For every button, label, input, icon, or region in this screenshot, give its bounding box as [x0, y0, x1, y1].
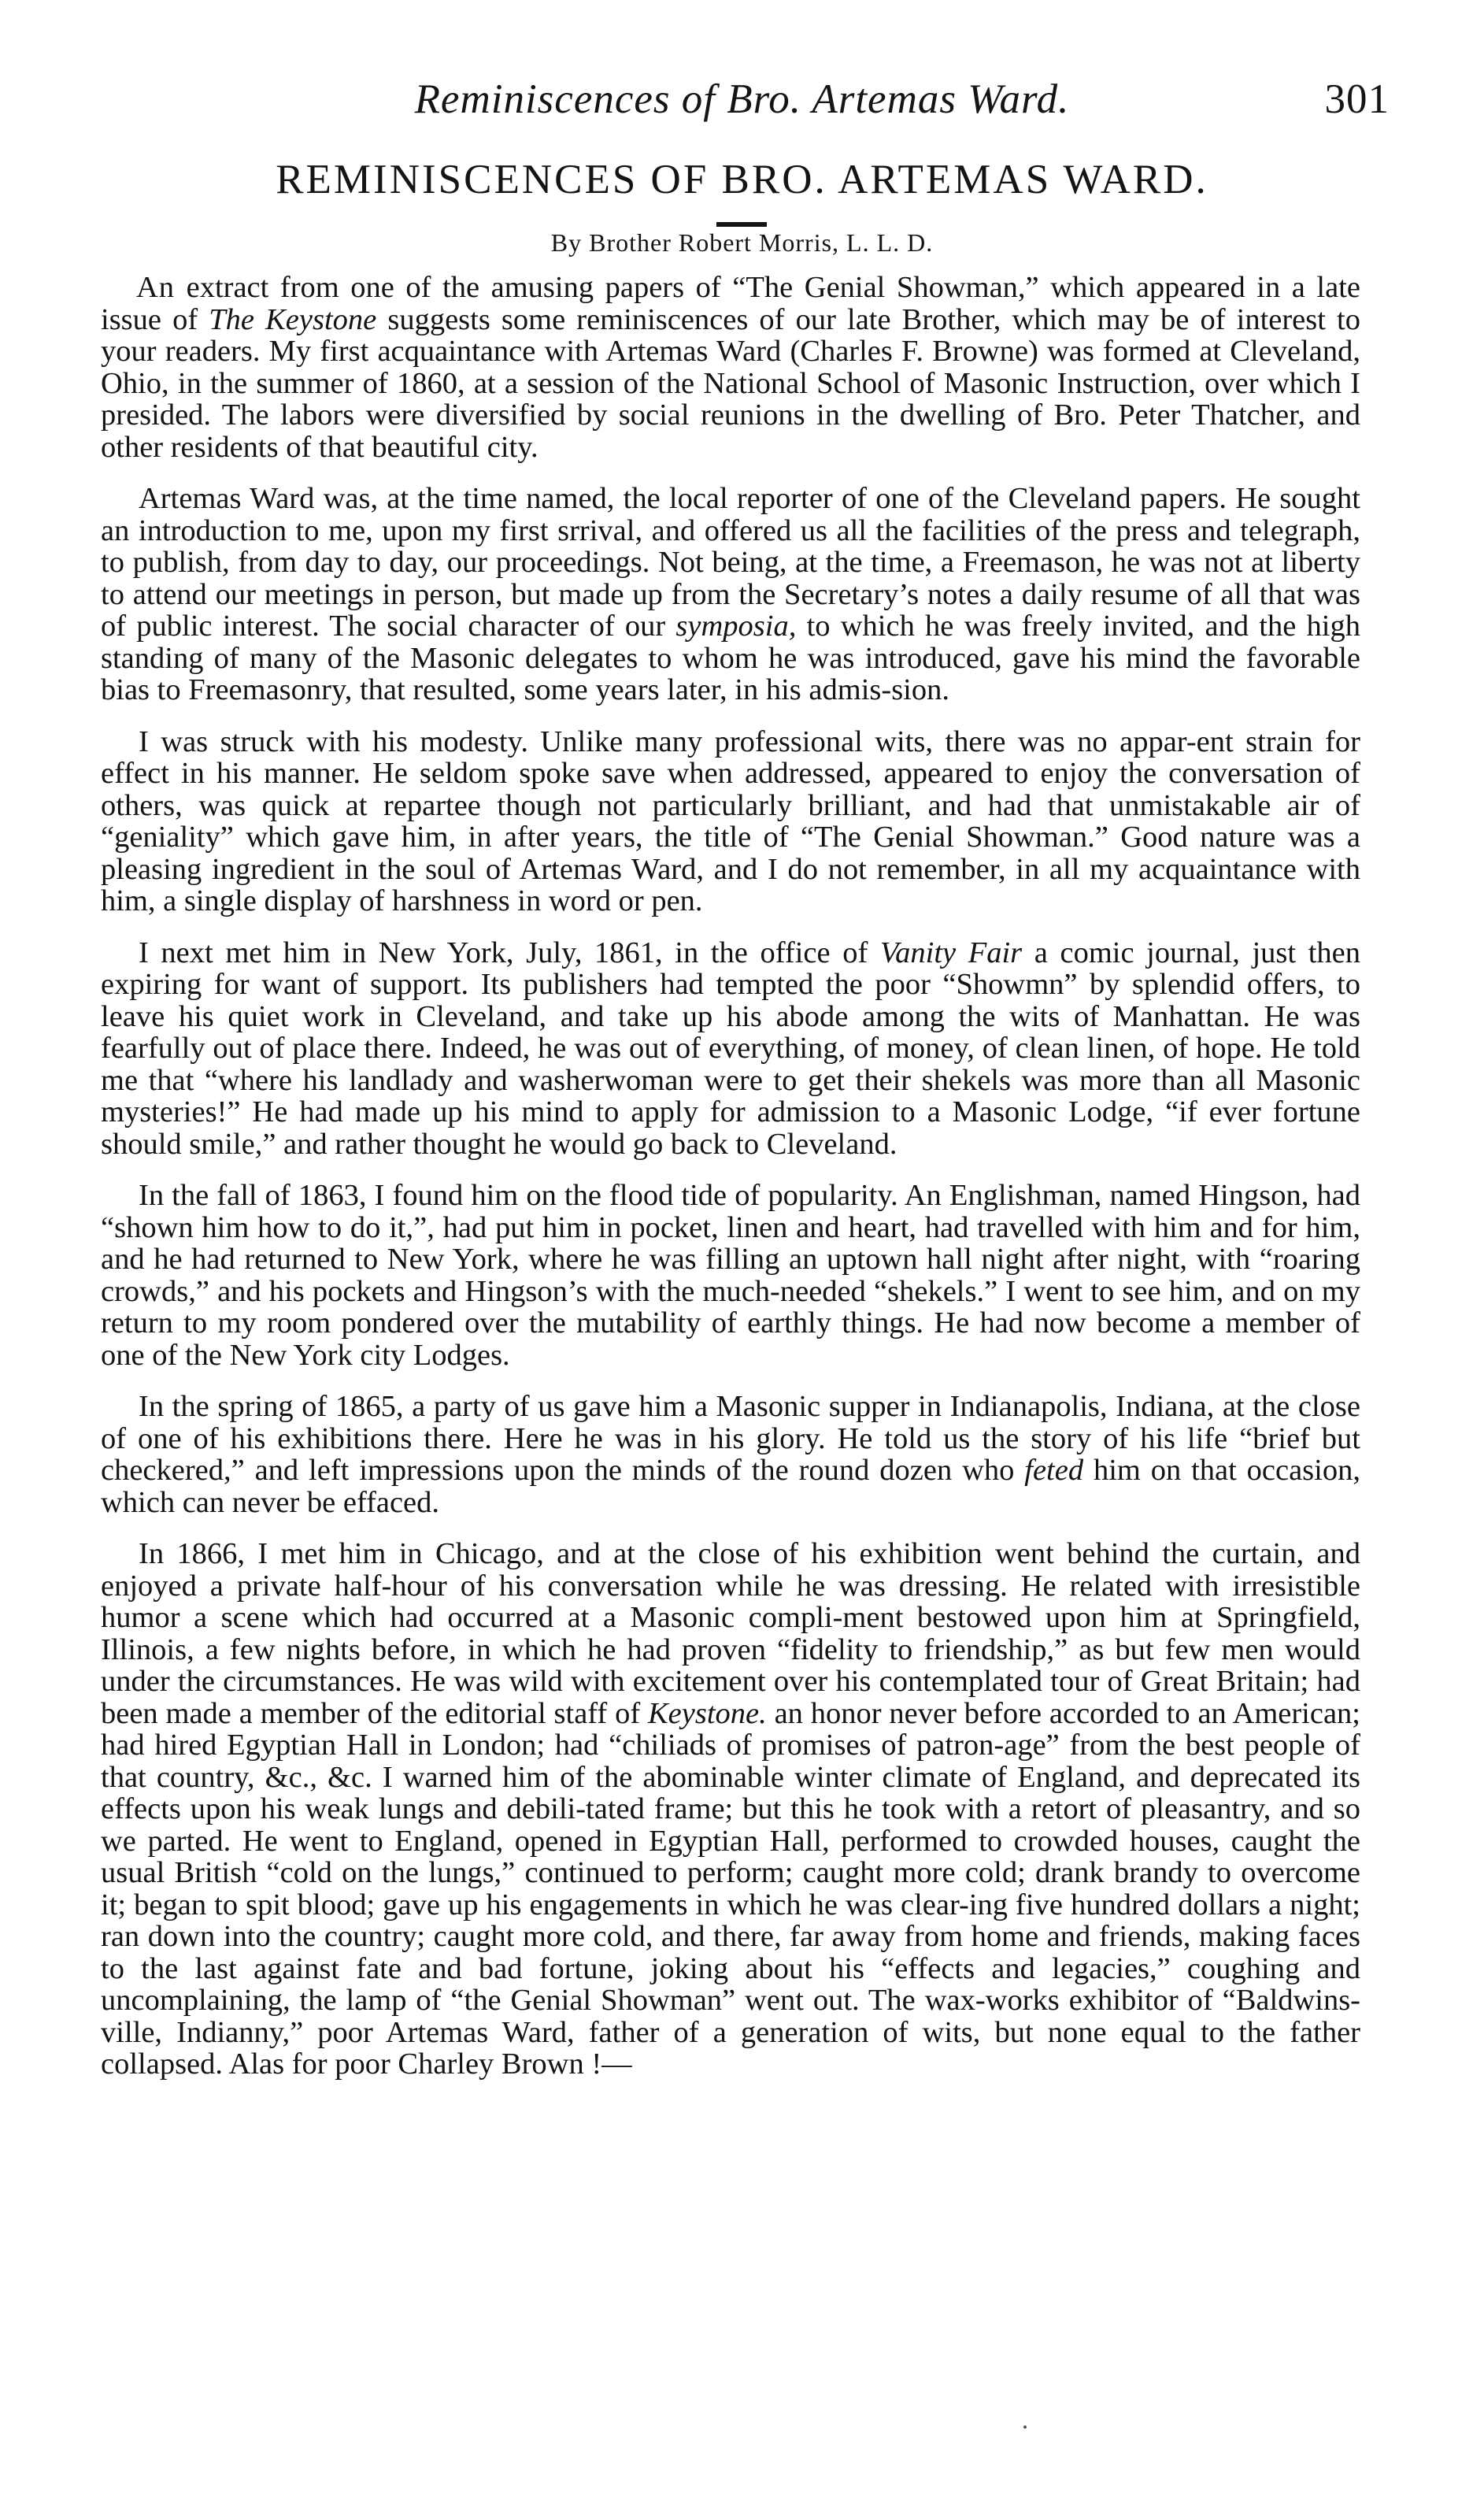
- paragraph-7: [101, 1538, 1360, 2081]
- paragraph-2-text-b: to which he was freely invited, and the high standing of many of the Masonic delegates to whom he was introduced, gave his mind the favorable bias to Freemasonry, that resulted, some years later, in his admis-sion.: [101, 610, 1360, 706]
- paragraph-6: [101, 1391, 1360, 1518]
- paragraph-3-text-a: I was struck with his modesty. Unlike many professional wits, there was no appar-ent strain for effect in his manner. He seldom spoke save when addressed, appeared to enjoy the conversation of others, was quick at repartee though not particularly brilliant, and had that unmistakable air of “geniality” which gave him, in after years, the title of “The Genial Showman.” Good nature was a pleasing ingredient in the soul of Artemas Ward, and I do not remember, in all my acquaintance with him, a single display of harshness in word or pen.: [101, 724, 1360, 917]
- paragraph-7-italic: Keystone.: [648, 1696, 767, 1730]
- page-number: 301: [1324, 76, 1390, 122]
- article-body: [101, 272, 1360, 2100]
- paragraph-1: [101, 272, 1360, 463]
- paragraph-6-italic: feted: [1024, 1454, 1084, 1487]
- title-rule: [716, 222, 767, 227]
- lead-word: An: [136, 271, 176, 304]
- paragraph-5-text-a: In the fall of 1863, I found him on the flood tide of popularity. An Englishman, named Hingson, had “shown him how to do it,”, had put him in pocket, linen and heart, had travelled with him and for him, and he had returned to New York, where he was filling an uptown hall night after night, with “roaring crowds,” and his pockets and Hingson’s with the much-needed “shekels.” I went to see him, and on my return to my room pondered over the mutability of earthly things. He had now become a member of one of the New York city Lodges.: [101, 1179, 1360, 1372]
- paragraph-4-text-b: a comic journal, just then expiring for want of support. Its publishers had tempted the poor “Showmn” by splendid offers, to leave his quiet work in Cleveland, and take up his abode among the wits of Manhattan. He was fearfully out of place there. Indeed, he was out of everything, of money, of clean linen, of hope. He told me that “where his landlady and washerwoman were to get their shekels was more than all Masonic mysteries!” He had made up his mind to apply for admission to a Masonic Lodge, “if ever fortune should smile,” and rather thought he would go back to Cleveland.: [101, 936, 1360, 1161]
- paragraph-1-text-a: extract from one of the amusing papers of “The Genial Showman,” which appeared in a late issue of: [101, 271, 1360, 336]
- running-head: [94, 76, 1390, 131]
- paragraph-2-italic: symposia,: [675, 610, 797, 643]
- paragraph-2: [101, 483, 1360, 706]
- running-head-title: Reminiscences of Bro. Artemas Ward.: [414, 76, 1070, 122]
- paragraph-4: [101, 937, 1360, 1161]
- paragraph-2-text-a: Artemas Ward was, at the time named, the local reporter of one of the Cleveland papers. He sought an introduction to me, upon my first srrival, and offered us all the facilities of the press and telegraph, to publish, from day to day, our proceedings. Not being, at the time, a Freemason, he was not at liberty to attend our meetings in person, but made up from the Secretary’s notes a daily resume of all that was of public interest. The social character of our: [101, 482, 1360, 643]
- paragraph-1-italic: The Keystone: [209, 302, 377, 336]
- paragraph-6-text-b: him on that occasion, which can never be effaced.: [101, 1454, 1360, 1519]
- print-speck: [1023, 2425, 1027, 2429]
- paragraph-1-text-b: suggests some reminiscences of our late Brother, which may be of interest to your readers. My first acquaintance with Artemas Ward (Charles F. Browne) was formed at Cleveland, Ohio, in the summer of 1860, at a session of the National School of Masonic Instruction, over which I presided. The labors were diversified by social reunions in the dwelling of Bro. Peter Thatcher, and other residents of that beautiful city.: [101, 302, 1360, 464]
- paragraph-4-italic: Vanity Fair: [879, 936, 1023, 969]
- article-byline: By Brother Robert Morris, L. L. D.: [550, 228, 934, 257]
- paragraph-5: [101, 1180, 1360, 1371]
- paragraph-7-text-a: In 1866, I met him in Chicago, and at the close of his exhibition went behind the curtain, and enjoyed a private half-hour of his conversation while he was dressing. He related with irresistible humor a scene which had occurred at a Masonic compli-ment bestowed upon him at Springfield, Illinois, a few nights before, in which he had proven “fidelity to friendship,” as but few men would under the circumstances. He was wild with excitement over his contemplated tour of Great Britain; had been made a member of the editorial staff of: [101, 1537, 1360, 1730]
- paragraph-4-text-a: I next met him in New York, July, 1861, in the office of: [139, 936, 880, 969]
- paragraph-7-text-b: an honor never before accorded to an American; had hired Egyptian Hall in London; had “chiliads of promises of patron-age” from the best people of that country, &c., &c. I warned him of the abominable winter climate of England, and deprecated its effects upon his weak lungs and debili-tated frame; but this he took with a retort of pleasantry, and so we parted. He went to England, opened in Egyptian Hall, performed to crowded houses, caught the usual British “cold on the lungs,” continued to perform; caught more cold; drank brandy to overcome it; began to spit blood; gave up his engagements in which he was clear-ing five hundred dollars a night; ran down into the country; caught more cold, and there, far away from home and friends, making faces to the last against fate and bad fortune, joking about his “effects and legacies,” coughing and uncomplaining, the lamp of “the Genial Showman” went out. The wax-works exhibitor of “Baldwins-ville, Indianny,” poor Artemas Ward, father of a generation of wits, but none equal to the father collapsed. Alas for poor Charley Brown !—: [101, 1696, 1360, 2081]
- paragraph-3: [101, 726, 1360, 917]
- paragraph-6-text-a: In the spring of 1865, a party of us gave him a Masonic supper in Indianapolis, Indiana, at the close of one of his exhibitions there. Here he was in his glory. He told us the story of his life “brief but checkered,” and left impressions upon the minds of the round dozen who: [101, 1390, 1360, 1487]
- article-title: REMINISCENCES OF BRO. ARTEMAS WARD.: [276, 157, 1208, 202]
